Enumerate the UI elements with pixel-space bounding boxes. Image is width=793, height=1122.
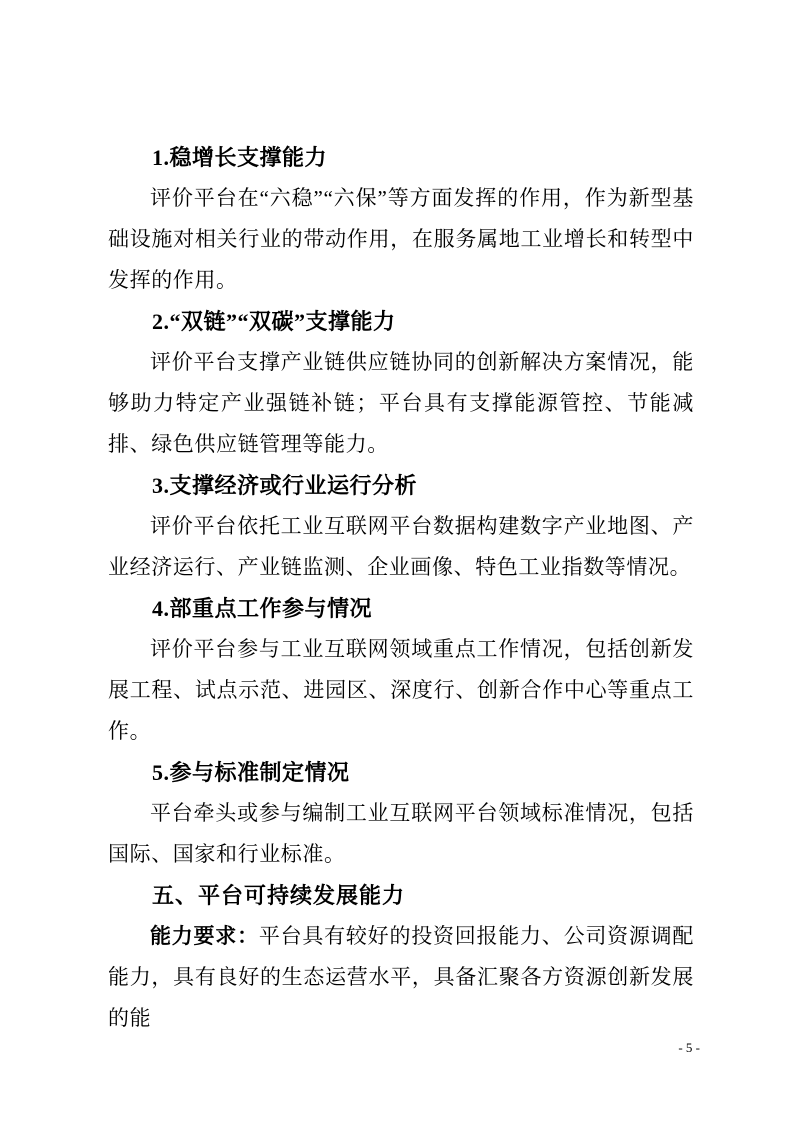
section-4-heading: 4.部重点工作参与情况 bbox=[152, 596, 373, 621]
section-2-heading: 2.“双链”“双碳”支撑能力 bbox=[152, 309, 396, 334]
section-1-heading: 1.稳增长支撑能力 bbox=[152, 145, 328, 170]
section-3-paragraph: 评价平台依托工业互联网平台数据构建数字产业地图、产业经济运行、产业链监测、企业画像、特色工业指数等情况。 bbox=[108, 514, 694, 579]
page-number: - 5 - bbox=[678, 1040, 700, 1055]
capability-requirement-lead: 能力要求： bbox=[150, 925, 259, 948]
chapter-5-paragraph bbox=[108, 916, 694, 1039]
section-3-heading: 3.支撑经济或行业运行分析 bbox=[152, 473, 418, 498]
section-1-paragraph: 评价平台在“六稳”“六保”等方面发挥的作用，作为新型基础设施对相关行业的带动作用，在服务属地工业增长和转型中发挥的作用。 bbox=[108, 186, 694, 292]
section-5-paragraph: 平台牵头或参与编制工业互联网平台领域标准情况，包括国际、国家和行业标准。 bbox=[108, 801, 694, 866]
capability-requirement-text: 平台具有较好的投资回报能力、公司资源调配能力，具有良好的生态运营水平，具备汇聚各方资源创新发展的能 bbox=[108, 924, 695, 1030]
chapter-5-heading: 五、平台可持续发展能力 bbox=[152, 883, 406, 908]
document-body bbox=[108, 137, 694, 1039]
section-4-paragraph: 评价平台参与工业互联网领域重点工作情况，包括创新发展工程、试点示范、进园区、深度行、创新合作中心等重点工作。 bbox=[108, 637, 694, 743]
section-2-paragraph: 评价平台支撑产业链供应链协同的创新解决方案情况，能够助力特定产业强链补链；平台具有支撑能源管控、节能减排、绿色供应链管理等能力。 bbox=[108, 350, 694, 456]
section-5-heading: 5.参与标准制定情况 bbox=[152, 760, 350, 785]
